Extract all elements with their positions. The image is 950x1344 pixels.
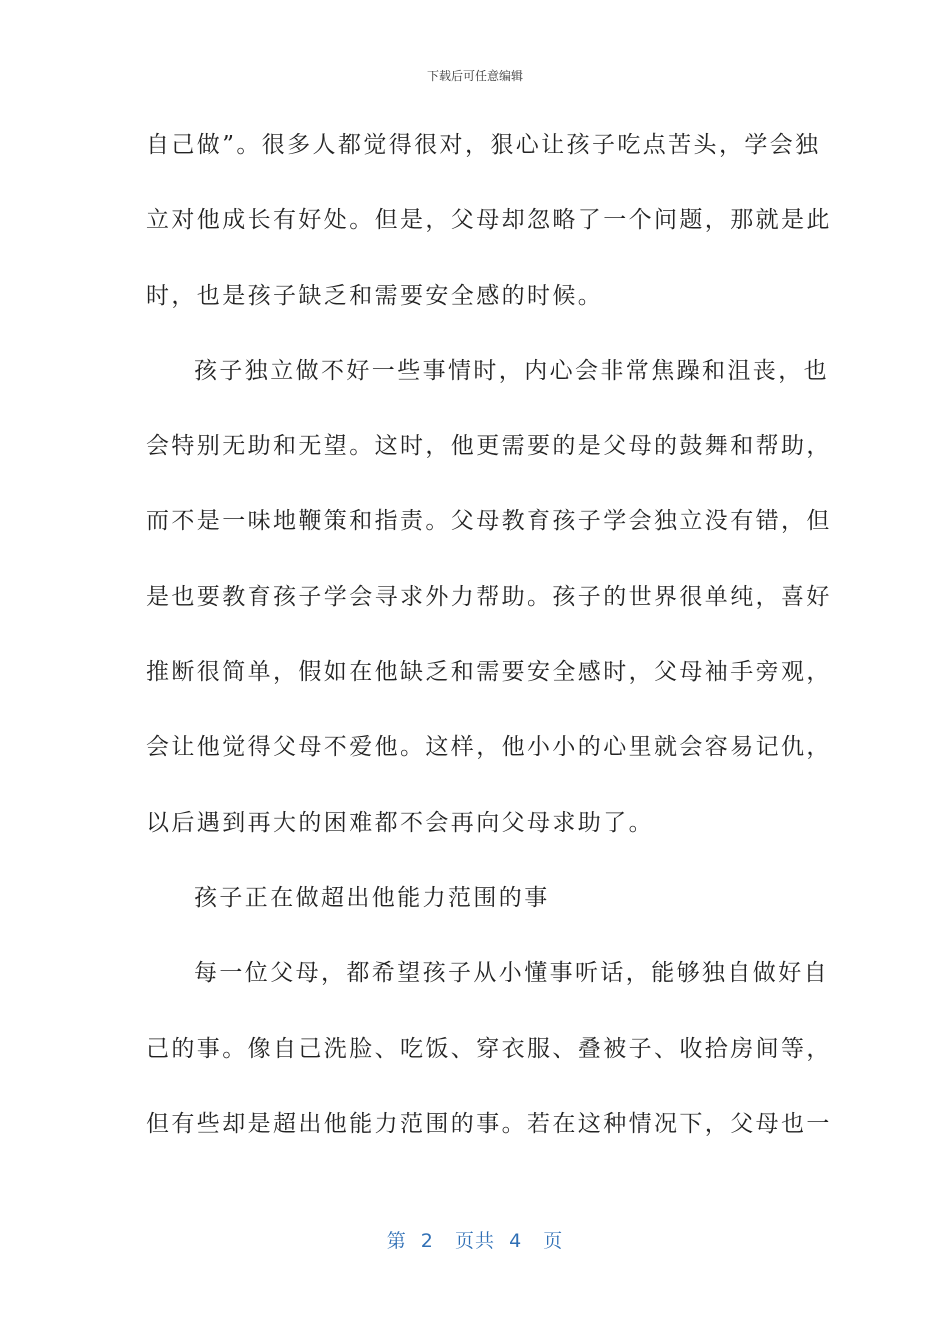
- text-line: 推断很简单，假如在他缺乏和需要安全感时，父母袖手旁观，: [146, 659, 832, 686]
- paragraph-start-line: 每一位父母，都希望孩子从小懂事听话，能够独自做好自: [194, 960, 829, 987]
- text-line: 以后遇到再大的困难都不会再向父母求助了。: [146, 809, 654, 836]
- page-number-footer: 第 2 页共 4 页: [386, 1230, 564, 1252]
- section-heading: 孩子正在做超出他能力范围的事: [194, 884, 550, 911]
- text-line: 会特别无助和无望。这时，他更需要的是父母的鼓舞和帮助，: [146, 433, 832, 460]
- text-line: 立对他成长有好处。但是，父母却忽略了一个问题，那就是此: [146, 207, 832, 234]
- text-line: 己的事。像自己洗脸、吃饭、穿衣服、叠被子、收拾房间等，: [146, 1035, 832, 1062]
- paragraph-start-line: 孩子独立做不好一些事情时，内心会非常焦躁和沮丧，也: [194, 357, 829, 384]
- text-line: 是也要教育孩子学会寻求外力帮助。孩子的世界很单纯，喜好: [146, 583, 832, 610]
- text-line: 而不是一味地鞭策和指责。父母教育孩子学会独立没有错，但: [146, 508, 832, 535]
- page-header: 下载后可任意编辑: [426, 69, 523, 83]
- text-line: 自己做”。很多人都觉得很对，狠心让孩子吃点苦头，学会独: [146, 132, 821, 158]
- text-line: 时，也是孩子缺乏和需要安全感的时候。: [146, 282, 604, 309]
- text-line: 但有些却是超出他能力范围的事。若在这种情况下，父母也一: [146, 1110, 832, 1137]
- text-line: 会让他觉得父母不爱他。这样，他小小的心里就会容易记仇，: [146, 734, 832, 761]
- document-body: [146, 122, 832, 1176]
